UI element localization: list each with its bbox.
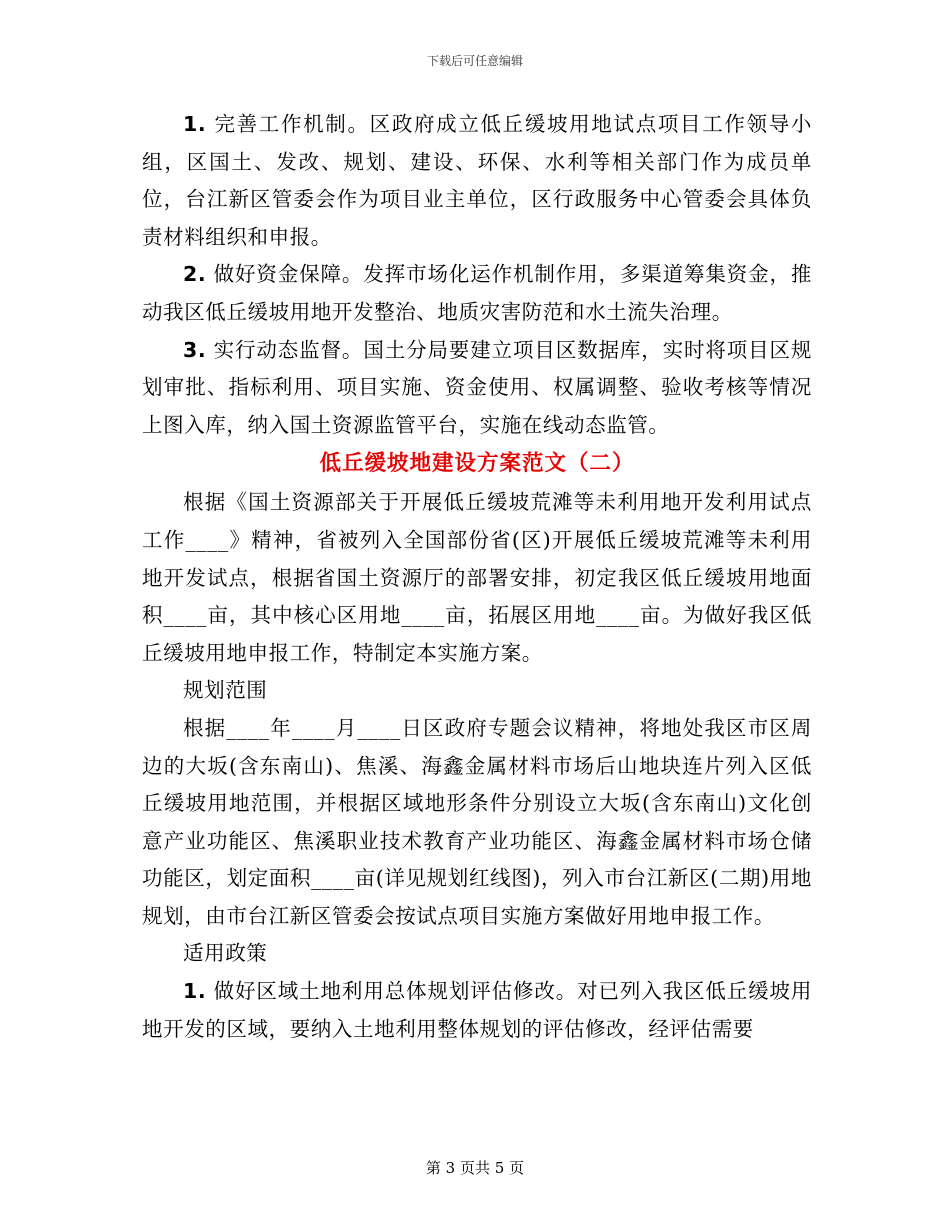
document-body	[142, 106, 812, 1048]
paragraph-text: 完善工作机制。区政府成立低丘缓坡用地试点项目工作领导小组，区国土、发改、规划、建设、环保、水利等相关部门作为成员单位，台江新区管委会作为项目业主单位，区行政服务中心管委会具体负责材料组织和申报。	[142, 112, 812, 249]
section-heading: 低丘缓坡地建设方案范文（二）	[319, 451, 635, 477]
paragraph-planning-scope: 根据____年____月____日区政府专题会议精神，将地处我区市区周边的大坂(含东南山)、焦溪、海鑫金属材料市场后山地块连片列入区低丘缓坡用地范围，并根据区域地形条件分别设立大坂(含东南山)文化创意产业功能区、焦溪职业技术教育产业功能区、海鑫金属材料市场仓储功能区，划定面积____亩(详见规划红线图)，列入市台江新区(二期)用地规划，由市台江新区管委会按试点项目实施方案做好用地申报工作。	[142, 715, 812, 928]
paragraph-number: 2.	[183, 262, 207, 287]
paragraph-funding	[142, 256, 812, 331]
subheading-applicable-policy: 适用政策	[183, 941, 268, 966]
paragraph-work-mechanism	[142, 106, 812, 256]
paragraph-number: 3.	[183, 337, 207, 362]
paragraph-number: 1.	[183, 112, 207, 136]
paragraph-supervision	[142, 332, 812, 445]
paragraph-text: 做好资金保障。发挥市场化运作机制作用，多渠道筹集资金，推动我区低丘缓坡用地开发整治、地质灾害防范和水土流失治理。	[142, 262, 812, 324]
subheading-planning-scope: 规划范围	[183, 678, 268, 703]
page-footer: 第 3 页共 5 页	[425, 1159, 525, 1177]
paragraph-text: 做好区域土地利用总体规划评估修改。对已列入我区低丘缓坡用地开发的区域，要纳入土地利用整体规划的评估修改，经评估需要	[142, 979, 812, 1041]
paragraph-policy-1	[142, 973, 812, 1048]
paragraph-intro: 根据《国土资源部关于开展低丘缓坡荒滩等未利用地开发利用试点工作____》精神，省被列入全国部份省(区)开展低丘缓坡荒滩等未利用地开发试点，根据省国土资源厅的部署安排，初定我区低丘缓坡用地面积____亩，其中核心区用地____亩，拓展区用地____亩。为做好我区低丘缓坡用地申报工作，特制定本实施方案。	[142, 490, 812, 665]
page-header: 下载后可任意编辑	[426, 54, 523, 68]
paragraph-text: 实行动态监督。国土分局要建立项目区数据库，实时将项目区规划审批、指标利用、项目实施、资金使用、权属调整、验收考核等情况上图入库，纳入国土资源监管平台，实施在线动态监管。	[142, 337, 812, 437]
paragraph-number: 1.	[183, 979, 207, 1004]
